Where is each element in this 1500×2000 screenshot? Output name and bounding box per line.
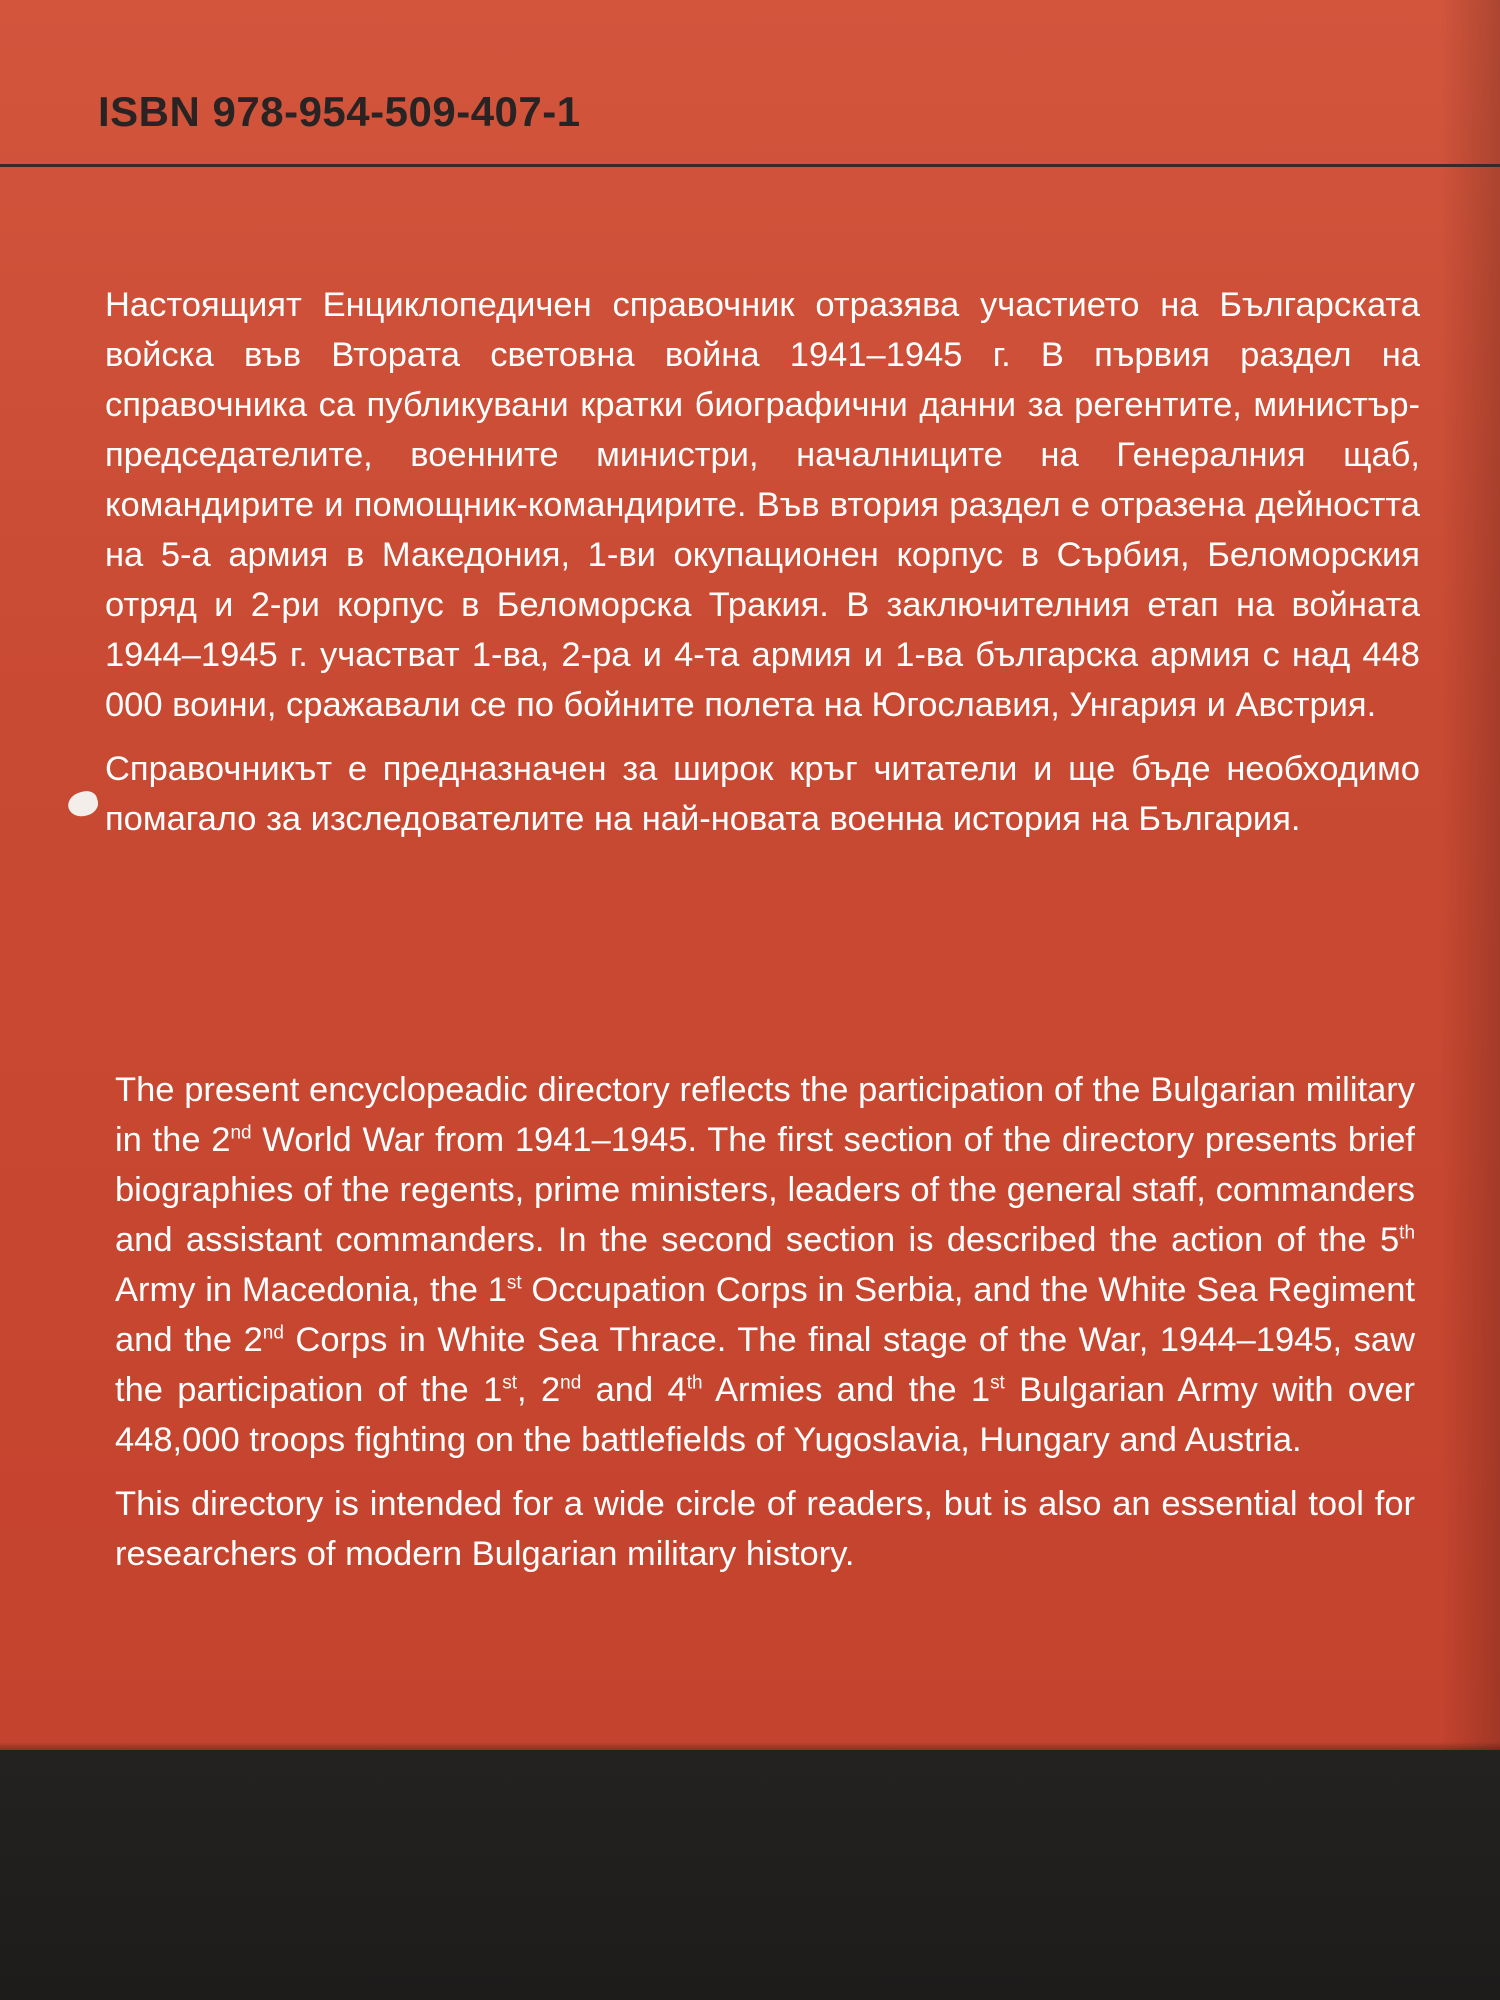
bulgarian-paragraph-1: Настоящият Енциклопедичен справочник отразява участието на Българската войска във Втората световна война 1941–1945 г. В първия раздел на справочника са публикувани кратки биографични данни за регентите, министър-председателите, военните министри, началниците на Генералния щаб, командирите и помощник-командирите. Във втория раздел е отразена дейността на 5-а армия в Македония, 1-ви окупационен корпус в Сърбия, Беломорския отряд и 2-ри корпус в Беломорска Тракия. В заключителния етап на войната 1944–1945 г. участват 1-ва, 2-ра и 4-та армия и 1-ва българска армия с над 448 000 воини, сражавали се по бойните полета на Югославия, Унгария и Австрия.: [105, 286, 1420, 724]
ordinal-suffix: st: [502, 1372, 518, 1394]
text-segment: , 2: [517, 1371, 561, 1409]
text-segment: and 4: [581, 1371, 687, 1409]
ordinal-suffix: nd: [262, 1322, 284, 1344]
cover-edge-shadow: [1440, 0, 1500, 1750]
isbn-divider-line: [0, 164, 1500, 167]
english-paragraph-2: [115, 1479, 1415, 1579]
ordinal-suffix: th: [686, 1372, 703, 1394]
english-paragraph-1: [115, 1065, 1415, 1465]
ordinal-suffix: th: [1399, 1222, 1415, 1244]
text-segment: Corps in White Sea Thrace. The final stage of the War, 1944–1945, saw the participation of the 1: [115, 1321, 1415, 1409]
english-description: [115, 1065, 1415, 1579]
bulgarian-paragraph-2: Справочникът е предназначен за широк кръг читатели и ще бъде необходимо помагало за изследователите на най-новата военна история на България.: [105, 750, 1420, 838]
text-segment: Army in Macedonia, the 1: [115, 1271, 507, 1309]
bottom-dark-band: [0, 1750, 1500, 2000]
text-segment: The present encyclopeadic directory reflects the participation of the Bulgarian military in the 2: [115, 1071, 1415, 1159]
bulgarian-description: [105, 280, 1420, 844]
text-segment: Occupation Corps in Serbia, and the White Sea Regiment and the 2: [115, 1271, 1415, 1359]
text-segment: Bulgarian Army with over 448,000 troops fighting on the battlefields of Yugoslavia, Hungary and Austria.: [115, 1371, 1416, 1459]
cover-scuff-mark: [65, 789, 100, 820]
ordinal-suffix: nd: [560, 1372, 582, 1394]
text-segment: This directory is intended for a wide circle of readers, but is also an essential tool for researchers of modern Bulgarian military history.: [115, 1485, 1415, 1573]
ordinal-suffix: nd: [230, 1122, 252, 1144]
isbn-label: ISBN 978-954-509-407-1: [98, 88, 581, 135]
text-segment: Armies and the 1: [702, 1371, 991, 1409]
text-segment: World War from 1941–1945. The first section of the directory presents brief biographies of the regents, prime ministers, leaders of the general staff, commanders and assistant commanders. In the second section is described the action of the 5: [115, 1121, 1416, 1259]
ordinal-suffix: st: [506, 1272, 522, 1294]
ordinal-suffix: st: [990, 1372, 1005, 1394]
